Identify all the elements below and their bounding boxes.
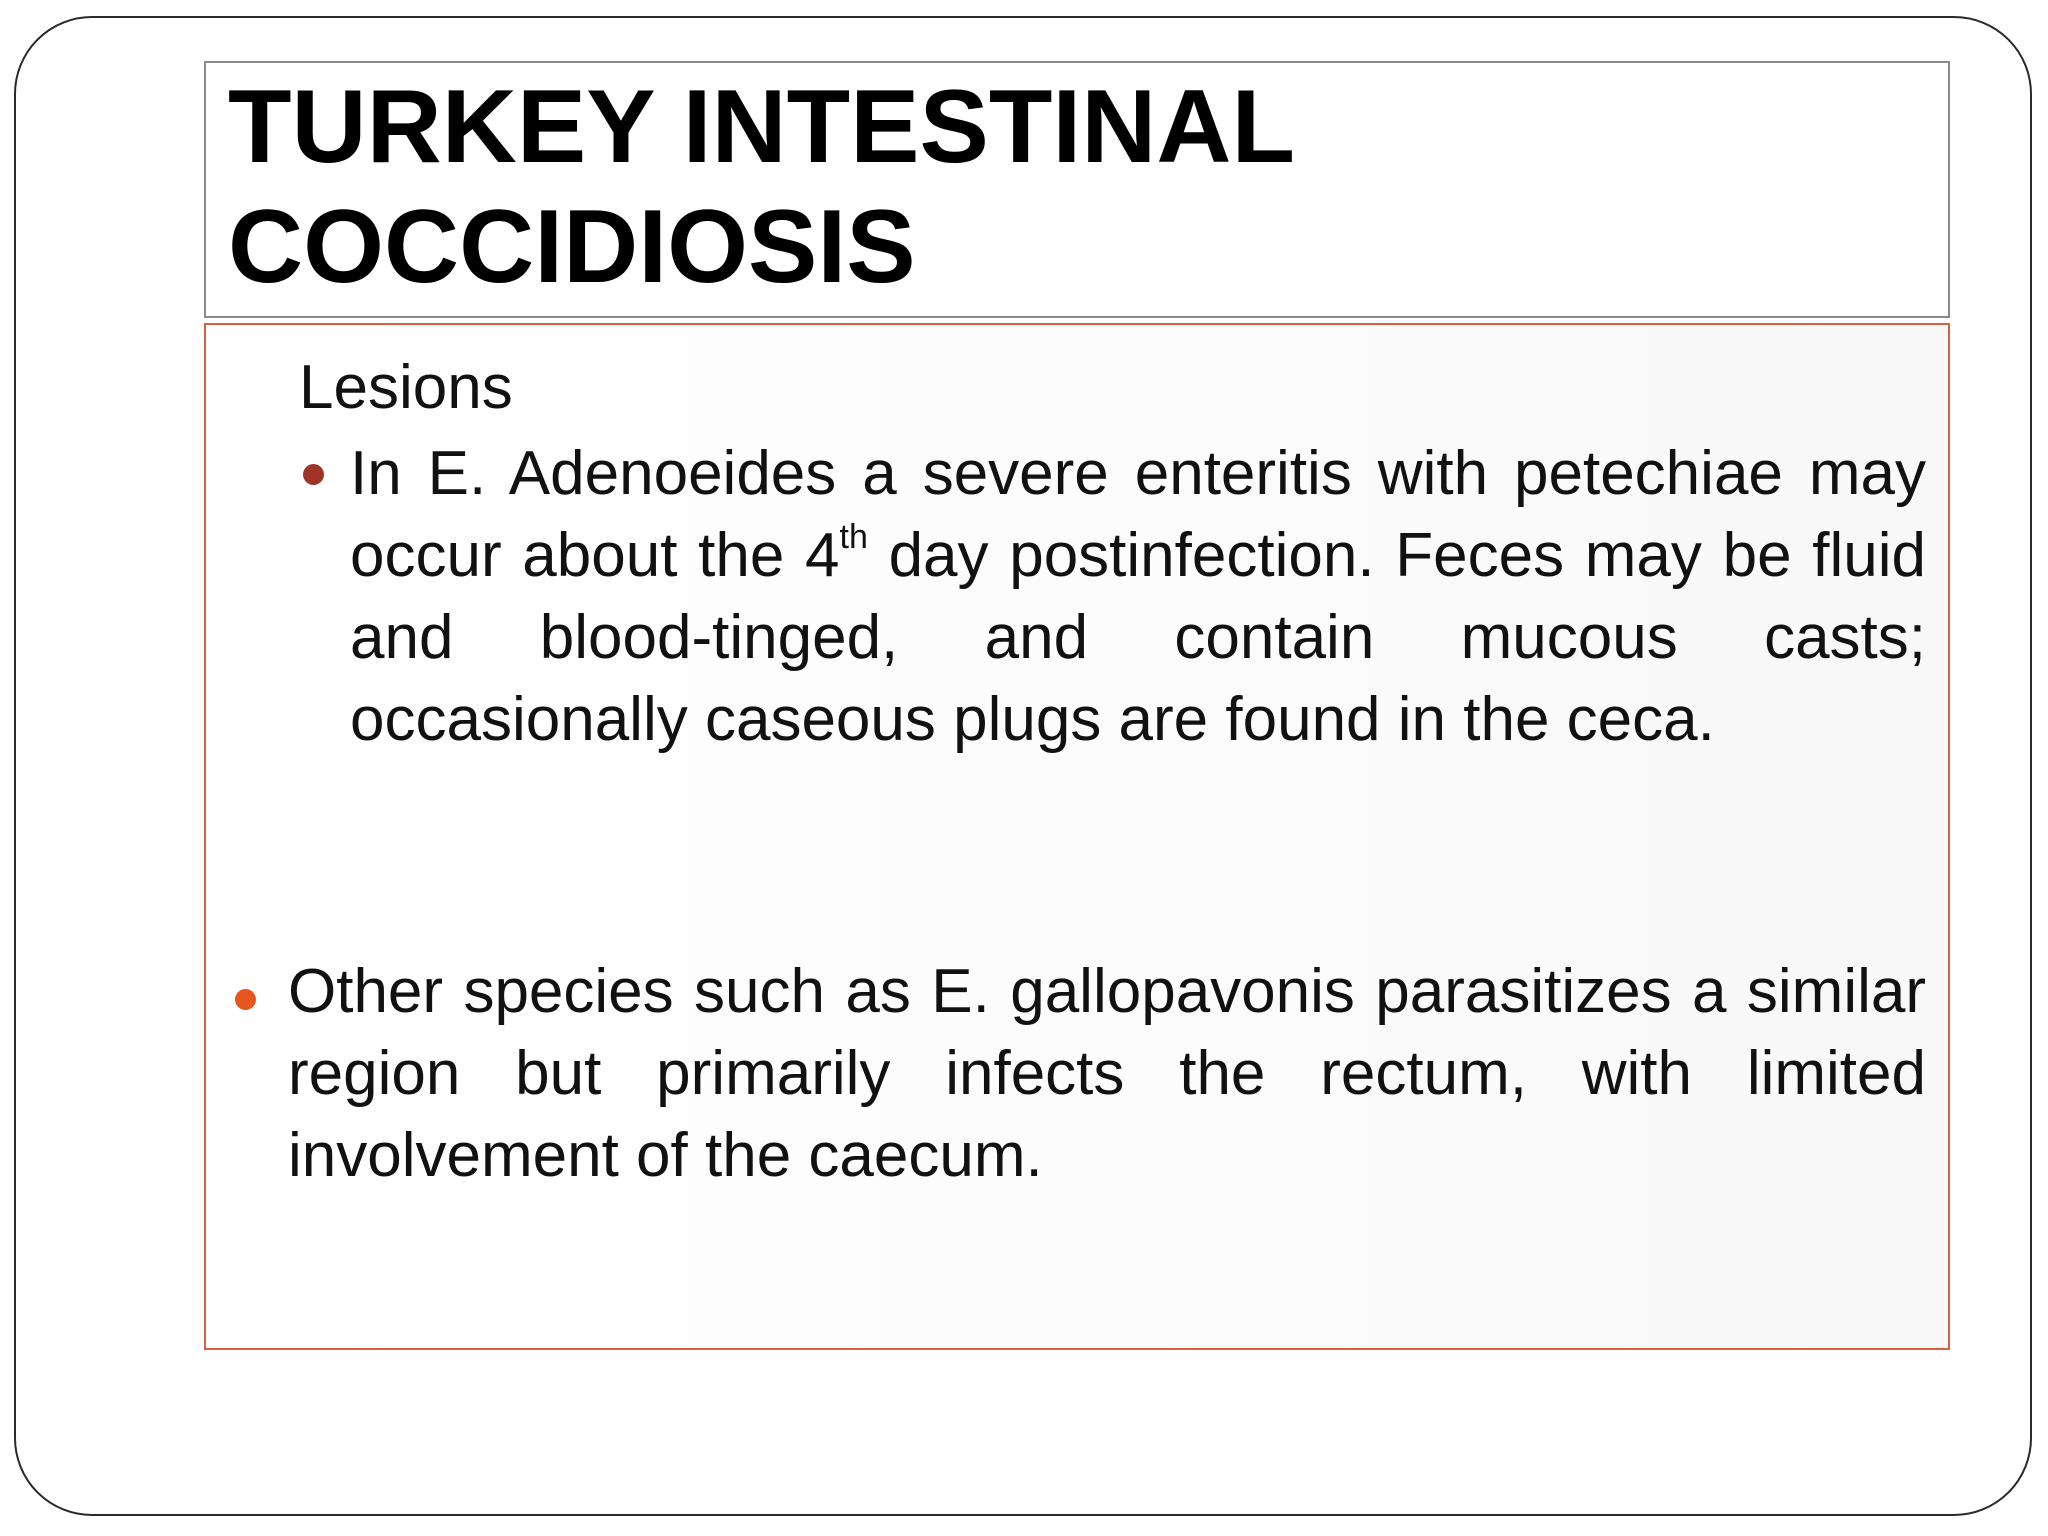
bullet-1-text-start: In E. Adenoeides a severe enteritis with petechiae may occur about the 4 [350, 439, 1926, 590]
bullet-dot-icon [303, 464, 324, 485]
bullet-1-text-end: day postinfection. Feces may be fluid and blood-tinged, and contain mucous casts; occasionally caseous plugs are found in the ceca. [350, 521, 1926, 754]
slide-title [228, 67, 1295, 307]
bullet-text-2: Other species such as E. gallopavonis parasitizes a similar region but primarily infects the rectum, with limited involvement of the caecum. [288, 957, 1926, 1190]
bullet-text-1 [350, 433, 1926, 761]
title-box [204, 61, 1950, 318]
title-line-2: COCCIDIOSIS [228, 189, 916, 305]
bullet-dot-icon [235, 989, 256, 1010]
title-line-1: TURKEY INTESTINAL [228, 69, 1296, 185]
ordinal-superscript: th [839, 518, 868, 556]
content-box [204, 323, 1950, 1350]
subheading-lesions: Lesions [299, 353, 513, 422]
